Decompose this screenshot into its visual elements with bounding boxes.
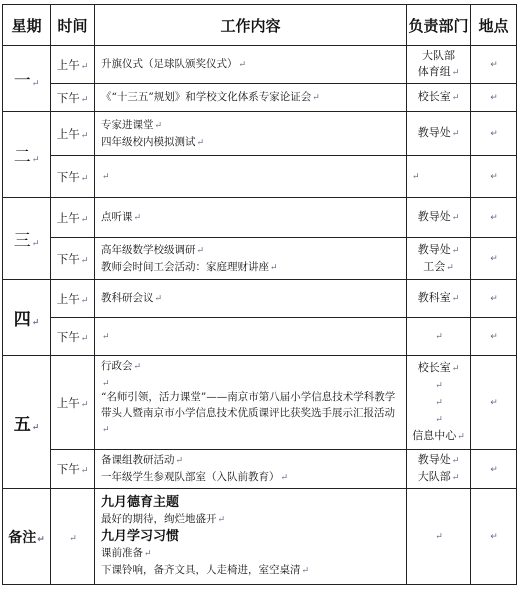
header-content: 工作内容 <box>95 5 407 46</box>
slot-cell: 下午↵ <box>51 450 95 489</box>
location-cell: ↵ <box>471 198 517 238</box>
content-cell: 行政会↵ ↵ “名师引领，活力课堂”——南京市第八届小学信息技术学科教学带头人暨南京市小学信息技术优质课评比获奖选手展示汇报活动↵ <box>95 356 407 450</box>
dept-cell: ↵ <box>407 318 471 356</box>
row-wed-pm <box>3 238 517 280</box>
weekly-schedule-table <box>2 4 517 585</box>
day-cell-notes: 备注↵ <box>3 489 51 585</box>
slot-cell: 下午↵ <box>51 156 95 198</box>
dept-cell: 教导处↵ 大队部↵ <box>407 450 471 489</box>
row-tue-am <box>3 112 517 156</box>
content-cell: ↵ <box>95 156 407 198</box>
content-cell: 升旗仪式（足球队颁奖仪式）↵ <box>95 46 407 84</box>
location-cell: ↵ <box>471 46 517 84</box>
row-fri-am <box>3 356 517 450</box>
dept-cell: 教导处↵ <box>407 198 471 238</box>
location-cell: ↵ <box>471 489 517 585</box>
notes-title-moral: 九月德育主题 <box>101 495 180 510</box>
slot-cell: 上午↵ <box>51 46 95 84</box>
row-thu-am <box>3 280 517 318</box>
content-cell: 专家进课堂↵ 四年级校内模拟测试↵ <box>95 112 407 156</box>
location-cell: ↵ <box>471 84 517 112</box>
row-notes <box>3 489 517 585</box>
content-cell: 教科研会议↵ <box>95 280 407 318</box>
location-cell: ↵ <box>471 356 517 450</box>
dept-cell: 大队部 体育组↵ <box>407 46 471 84</box>
slot-cell: 下午↵ <box>51 318 95 356</box>
slot-cell: 上午↵ <box>51 356 95 450</box>
day-cell-wed: 三↵ <box>3 198 51 280</box>
row-thu-pm <box>3 318 517 356</box>
dept-cell: 教导处↵ 工会↵ <box>407 238 471 280</box>
slot-cell: 下午↵ <box>51 84 95 112</box>
dept-cell: ↵ <box>407 156 471 198</box>
content-cell: 《“十三五”规划》和学校文化体系专家论证会↵ <box>95 84 407 112</box>
location-cell: ↵ <box>471 112 517 156</box>
slot-cell: 上午↵ <box>51 198 95 238</box>
day-cell-mon: 一↵ <box>3 46 51 112</box>
row-mon-am <box>3 46 517 84</box>
row-mon-pm <box>3 84 517 112</box>
notes-title-habit: 九月学习习惯 <box>101 529 180 544</box>
content-cell: 点听课↵ <box>95 198 407 238</box>
location-cell: ↵ <box>471 318 517 356</box>
day-cell-fri: 五↵ <box>3 356 51 489</box>
day-cell-thu: 四↵ <box>3 280 51 356</box>
dept-cell: 校长室↵ ↵ ↵ ↵ 信息中心↵ <box>407 356 471 450</box>
location-cell: ↵ <box>471 238 517 280</box>
slot-cell: ↵ <box>51 489 95 585</box>
slot-cell: 下午↵ <box>51 238 95 280</box>
content-cell: 高年级数学校级调研↵ 教师会时间工会活动：家庭理财讲座↵ <box>95 238 407 280</box>
header-time: 时间 <box>51 5 95 46</box>
dept-cell: ↵ <box>407 489 471 585</box>
dept-cell: 教科室↵ <box>407 280 471 318</box>
notes-content-cell: 九月德育主题 最好的期待，绚烂地盛开↵ 九月学习习惯 课前准备↵ 下课铃响，备齐文具，人走椅进，室空桌清↵ <box>95 489 407 585</box>
row-fri-pm <box>3 450 517 489</box>
dept-cell: 教导处↵ <box>407 112 471 156</box>
location-cell: ↵ <box>471 450 517 489</box>
content-cell: 备课组教研活动↵ 一年级学生参观队部室（入队前教育）↵ <box>95 450 407 489</box>
content-cell: ↵ <box>95 318 407 356</box>
slot-cell: 上午↵ <box>51 280 95 318</box>
dept-cell: 校长室↵ <box>407 84 471 112</box>
location-cell: ↵ <box>471 156 517 198</box>
header-location: 地点 <box>471 5 517 46</box>
header-day: 星期 <box>3 5 51 46</box>
row-wed-am <box>3 198 517 238</box>
row-tue-pm <box>3 156 517 198</box>
slot-cell: 上午↵ <box>51 112 95 156</box>
header-row <box>3 5 517 46</box>
location-cell: ↵ <box>471 280 517 318</box>
header-dept: 负责部门 <box>407 5 471 46</box>
day-cell-tue: 二↵ <box>3 112 51 198</box>
